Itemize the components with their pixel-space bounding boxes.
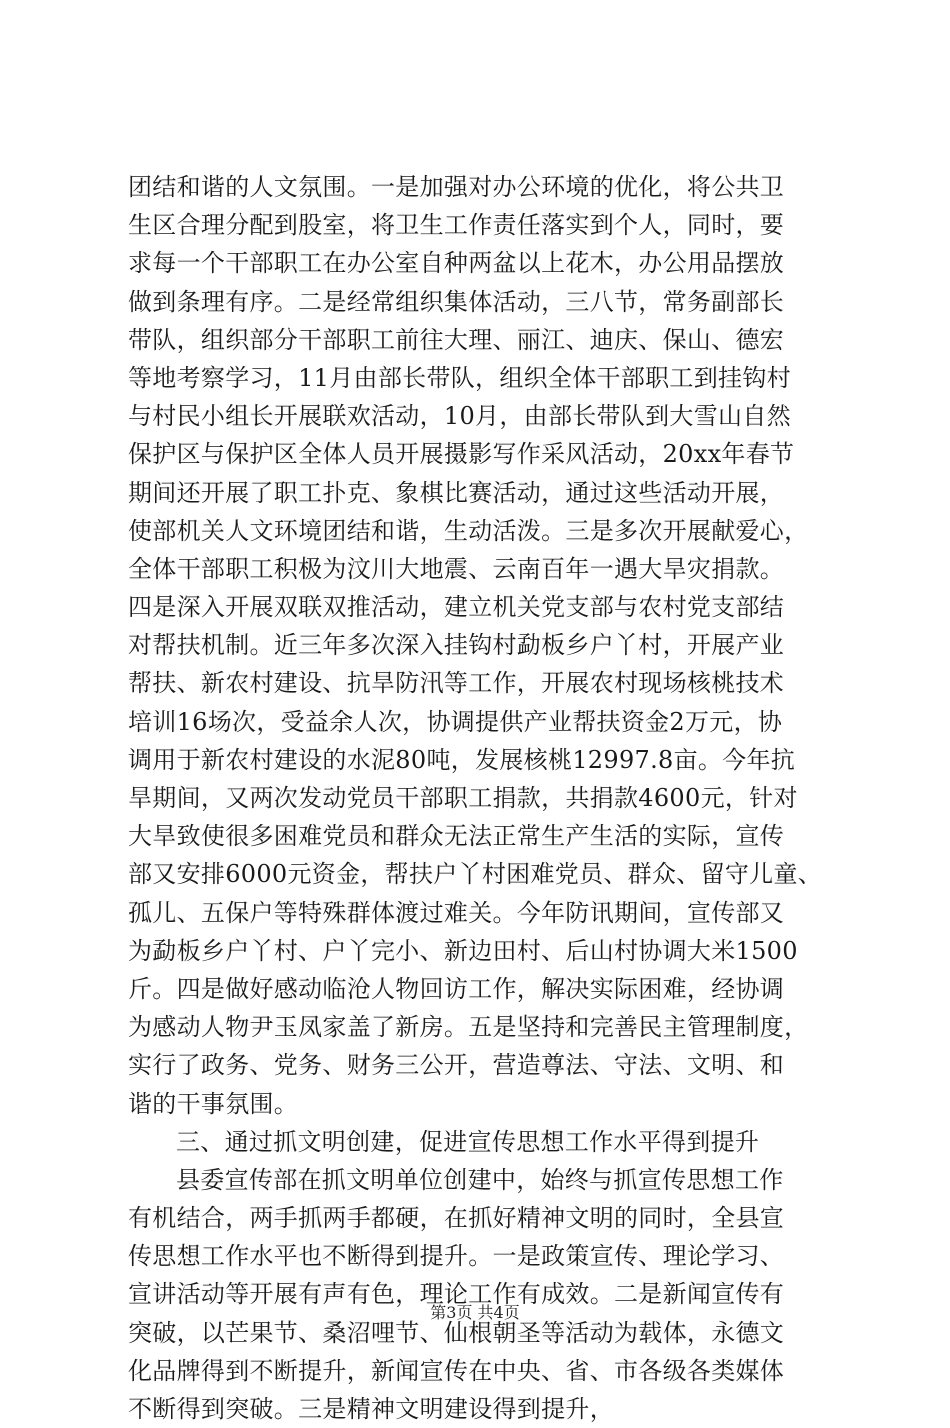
text-line: 帮扶、新农村建设、抗旱防汛等工作，开展农村现场核桃技术 (128, 669, 785, 698)
text-line: 四是深入开展双联双推活动，建立机关党支部与农村党支部结 (128, 593, 785, 622)
text-line: 对帮扶机制。近三年多次深入挂钩村勐板乡户丫村，开展产业 (128, 631, 785, 660)
text-line: 保护区与保护区全体人员开展摄影写作采风活动，20xx年春节 (128, 440, 795, 469)
page-footer: 第3页 共4页 (430, 1303, 520, 1322)
text-line: 做到条理有序。二是经常组织集体活动，三八节，常务副部长 (128, 287, 785, 316)
text-line: 调用于新农村建设的水泥80吨，发展核桃12997.8亩。今年抗 (128, 745, 796, 774)
text-line: 谐的干事氛围。 (128, 1089, 299, 1118)
text-line: 与村民小组长开展联欢活动，10月，由部长带队到大雪山自然 (128, 402, 791, 431)
text-line: 带队，组织部分干部职工前往大理、丽江、迪庆、保山、德宏 (128, 325, 785, 354)
text-line: 求每一个干部职工在办公室自种两盆以上花木，办公用品摆放 (128, 249, 785, 278)
text-line: 化品牌得到不断提升，新闻宣传在中央、省、市各级各类媒体 (128, 1356, 785, 1385)
text-line: 为感动人物尹玉凤家盖了新房。五是坚持和完善民主管理制度， (128, 1013, 809, 1042)
text-line: 部又安排6000元资金，帮扶户丫村困难党员、群众、留守儿童、 (128, 860, 823, 889)
text-line: 突破，以芒果节、桑沼哩节、仙根朝圣等活动为载体，永德文 (128, 1318, 785, 1347)
text-line: 三、通过抓文明创建，促进宣传思想工作水平得到提升 (176, 1127, 760, 1156)
text-line: 培训16场次，受益余人次，协调提供产业帮扶资金2万元，协 (128, 707, 783, 736)
text-line: 生区合理分配到股室，将卫生工作责任落实到个人，同时，要 (128, 211, 785, 240)
text-line: 团结和谐的人文氛围。一是加强对办公环境的优化，将公共卫 (128, 173, 785, 201)
text-line: 使部机关人文环境团结和谐，生动活泼。三是多次开展献爱心， (128, 516, 809, 545)
text-line: 全体干部职工积极为汶川大地震、云南百年一遇大旱灾捐款。 (128, 554, 785, 583)
text-line: 宣讲活动等开展有声有色，理论工作有成效。二是新闻宣传有 (128, 1280, 785, 1309)
text-line: 实行了政务、党务、财务三公开，营造尊法、守法、文明、和 (128, 1051, 785, 1080)
text-line: 等地考察学习，11月由部长带队，组织全体干部职工到挂钩村 (128, 363, 791, 392)
text-line: 大旱致使很多困难党员和群众无法正常生产生活的实际，宣传 (128, 822, 785, 851)
text-line: 传思想工作水平也不断得到提升。一是政策宣传、理论学习、 (128, 1242, 785, 1271)
text-line: 县委宣传部在抓文明单位创建中，始终与抓宣传思想工作 (176, 1165, 784, 1194)
document-body (128, 168, 828, 1428)
text-line: 有机结合，两手抓两手都硬，在抓好精神文明的同时，全县宣 (128, 1204, 785, 1233)
text-line: 不断得到突破。三是精神文明建设得到提升， (128, 1395, 614, 1423)
text-line: 为勐板乡户丫村、户丫完小、新边田村、后山村协调大米1500 (128, 936, 798, 965)
text-line: 期间还开展了职工扑克、象棋比赛活动，通过这些活动开展， (128, 478, 785, 507)
text-line: 孤儿、五保户等特殊群体渡过难关。今年防讯期间，宣传部又 (128, 898, 785, 927)
text-line: 斤。四是做好感动临沧人物回访工作，解决实际困难，经协调 (128, 974, 785, 1003)
text-line: 旱期间，又两次发动党员干部职工捐款，共捐款4600元，针对 (128, 784, 798, 812)
